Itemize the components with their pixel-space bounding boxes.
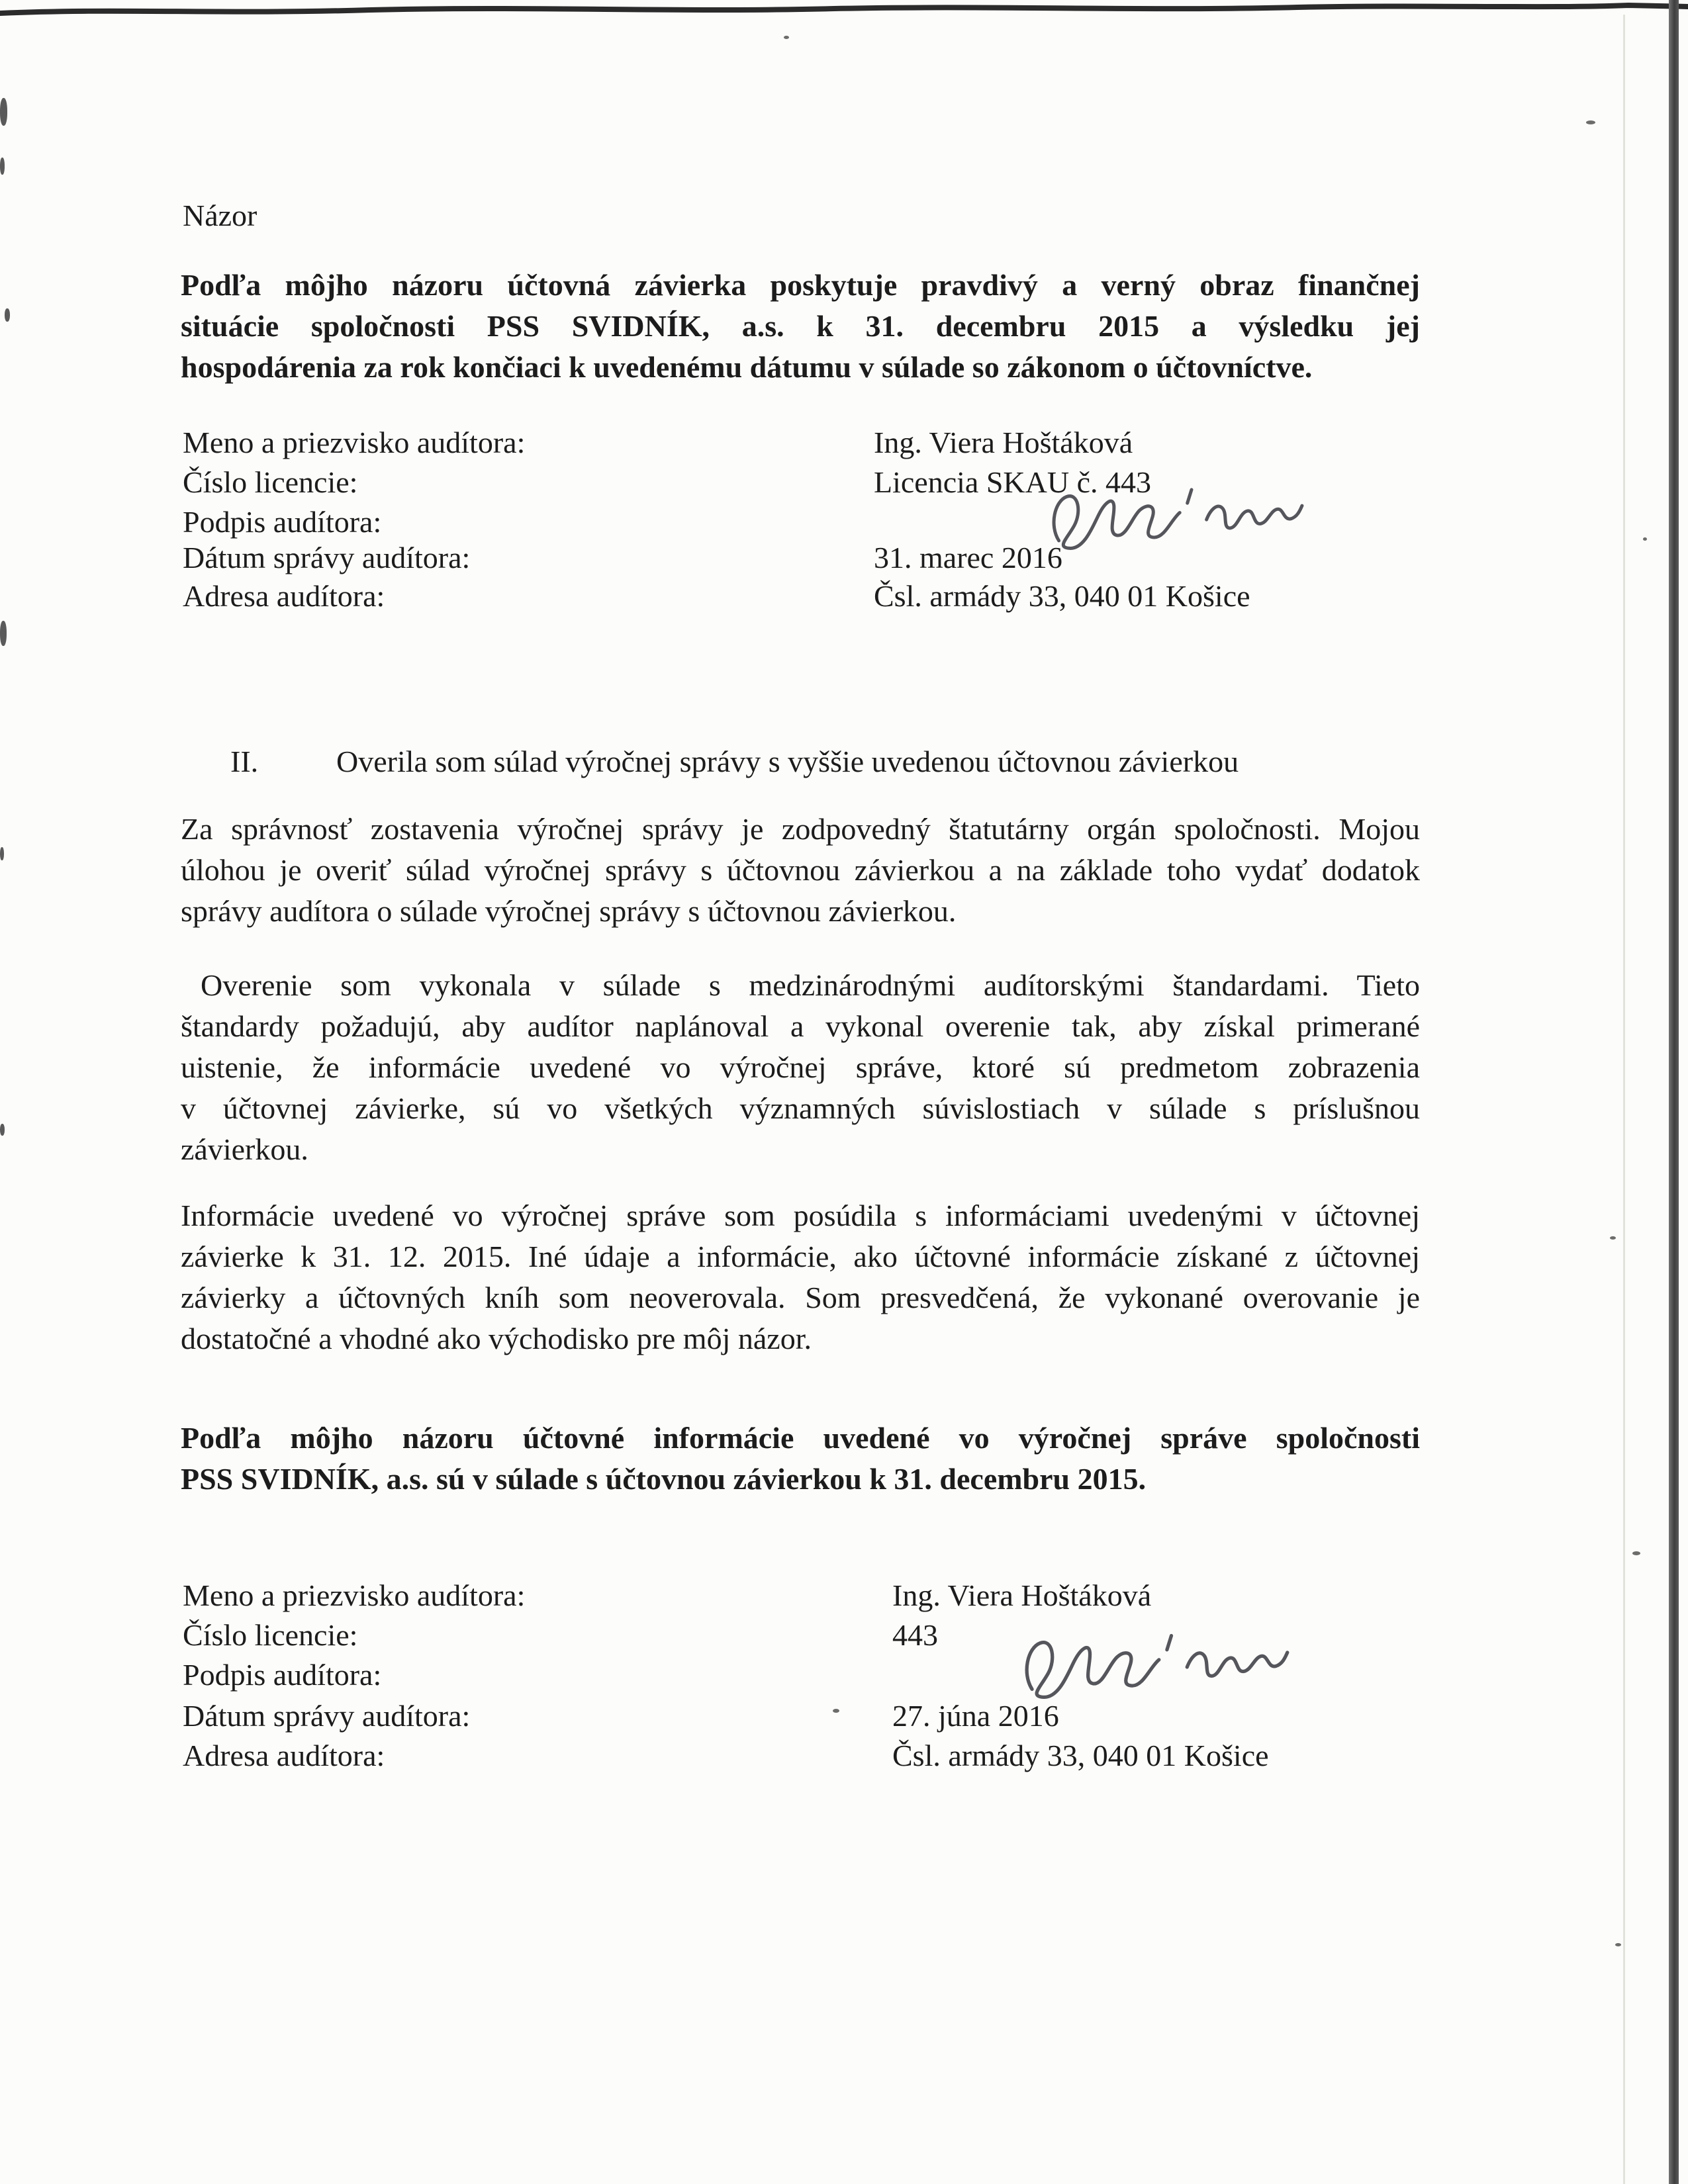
auditor-row-signature [0, 502, 1688, 543]
opinion-paragraph-1 [181, 265, 1420, 388]
auditor-field-label: Číslo licencie: [183, 465, 358, 499]
scan-speck [1586, 120, 1595, 124]
paragraph-line: závierky a účtovných kníh som neoverovala. Som presvedčená, že vykonané overovanie je [181, 1281, 1420, 1314]
paragraph-line: Overenie som vykonala v súlade s medzinárodnými audítorskými štandardami. Tieto [201, 968, 1420, 1002]
paragraph-line: situácie spoločnosti PSS SVIDNÍK, a.s. k 31. decembru 2015 a výsledku jej [181, 309, 1420, 343]
scan-speck [1632, 1551, 1640, 1555]
paragraph-line: Podľa môjho názoru účtovné informácie uvedené vo výročnej správe spoločnosti [181, 1421, 1420, 1455]
auditor-row-date [0, 1696, 1688, 1737]
paragraph-line: Informácie uvedené vo výročnej správe som posúdila s informáciami uvedenými v účtovnej [181, 1199, 1420, 1232]
auditor-row-licence [0, 462, 1688, 503]
scan-smudge [0, 847, 4, 860]
paragraph-line: uistenie, že informácie uvedené vo výročnej správe, ktoré sú predmetom zobrazenia [181, 1050, 1420, 1084]
auditor-field-label: Podpis audítora: [183, 505, 382, 539]
auditor-field-value: 443 [892, 1618, 938, 1652]
paragraph-line: v účtovnej závierke, sú vo všetkých významných súvislostiach v súlade s príslušnou [181, 1091, 1420, 1125]
auditor-field-label: Meno a priezvisko audítora: [183, 1578, 526, 1612]
auditor-signature [1009, 1600, 1291, 1713]
auditor-field-value: Ing. Viera Hoštáková [874, 426, 1133, 459]
section-2-heading [0, 741, 1688, 782]
auditor-field-label: Meno a priezvisko audítora: [183, 426, 526, 459]
auditor-row-address [0, 576, 1688, 617]
scan-artifact-top-edge [0, 0, 1688, 23]
auditor-row-date [0, 537, 1688, 578]
responsibility-paragraph [181, 809, 1420, 932]
paragraph-line: dostatočné a vhodné ako východisko pre môj názor. [181, 1322, 812, 1355]
paragraph-line: hospodárenia za rok končiaci k uvedenému dátumu v súlade so zákonom o účtovníctve. [181, 350, 1313, 384]
opinion-heading: Názor [183, 199, 258, 232]
paragraph-line: Za správnosť zostavenia výročnej správy je zodpovedný štatutárny orgán spoločnosti. Mojou [181, 812, 1420, 846]
scan-artifact-paper-edge-line [1623, 15, 1625, 2184]
auditor-field-label: Podpis audítora: [183, 1658, 382, 1692]
paragraph-line: PSS SVIDNÍK, a.s. sú v súlade s účtovnou závierkou k 31. decembru 2015. [181, 1462, 1147, 1496]
auditor-row-name [0, 422, 1688, 463]
section-number: II. [230, 745, 259, 778]
scan-speck [1615, 1943, 1621, 1946]
section-title: Overila som súlad výročnej správy s vyššie uvedenou účtovnou závierkou [336, 745, 1239, 778]
auditor-field-value: 31. marec 2016 [874, 541, 1062, 574]
paragraph-line: závierkou. [181, 1132, 308, 1166]
scan-artifact-right-band [1669, 0, 1679, 2184]
scan-speck [784, 36, 789, 39]
scan-smudge [5, 308, 10, 322]
auditor-field-label: Adresa audítora: [183, 579, 385, 613]
information-paragraph [181, 1195, 1420, 1359]
auditor-field-label: Adresa audítora: [183, 1739, 385, 1772]
auditor-row-licence [0, 1615, 1688, 1656]
auditor-signature [1038, 455, 1306, 563]
auditor-field-label: Dátum správy audítora: [183, 1699, 471, 1733]
auditor-field-value: Čsl. armády 33, 040 01 Košice [874, 579, 1250, 613]
scan-speck [1610, 1236, 1616, 1240]
auditor-field-value: Ing. Viera Hoštáková [892, 1578, 1152, 1612]
auditor-field-value: 27. júna 2016 [892, 1699, 1059, 1733]
paragraph-line: závierke k 31. 12. 2015. Iné údaje a informácie, ako účtovné informácie získané z účtovnej [181, 1240, 1420, 1273]
auditor-field-value: Čsl. armády 33, 040 01 Košice [892, 1739, 1269, 1772]
auditor-field-label: Dátum správy audítora: [183, 541, 471, 574]
verification-paragraph [181, 965, 1420, 1170]
auditor-row-signature [0, 1655, 1688, 1696]
paragraph-line: úlohou je overiť súlad výročnej správy s účtovnou závierkou a na základe toho vydať dodatok [181, 853, 1420, 887]
auditor-row-name [0, 1575, 1688, 1616]
paragraph-line: správy audítora o súlade výročnej správy s účtovnou závierkou. [181, 894, 957, 928]
scan-smudge [0, 621, 7, 646]
paragraph-line: Podľa môjho názoru účtovná závierka poskytuje pravdivý a verný obraz finančnej [181, 268, 1420, 302]
auditor-field-value: Licencia SKAU č. 443 [874, 465, 1151, 499]
auditor-field-label: Číslo licencie: [183, 1618, 358, 1652]
scan-smudge [0, 1124, 5, 1136]
opinion-paragraph-2 [181, 1418, 1420, 1500]
auditor-row-address [0, 1735, 1688, 1776]
paragraph-line: štandardy požadujú, aby audítor naplánoval a vykonal overenie tak, aby získal primerané [181, 1009, 1420, 1043]
scan-smudge [0, 98, 7, 126]
scan-smudge [0, 158, 5, 175]
